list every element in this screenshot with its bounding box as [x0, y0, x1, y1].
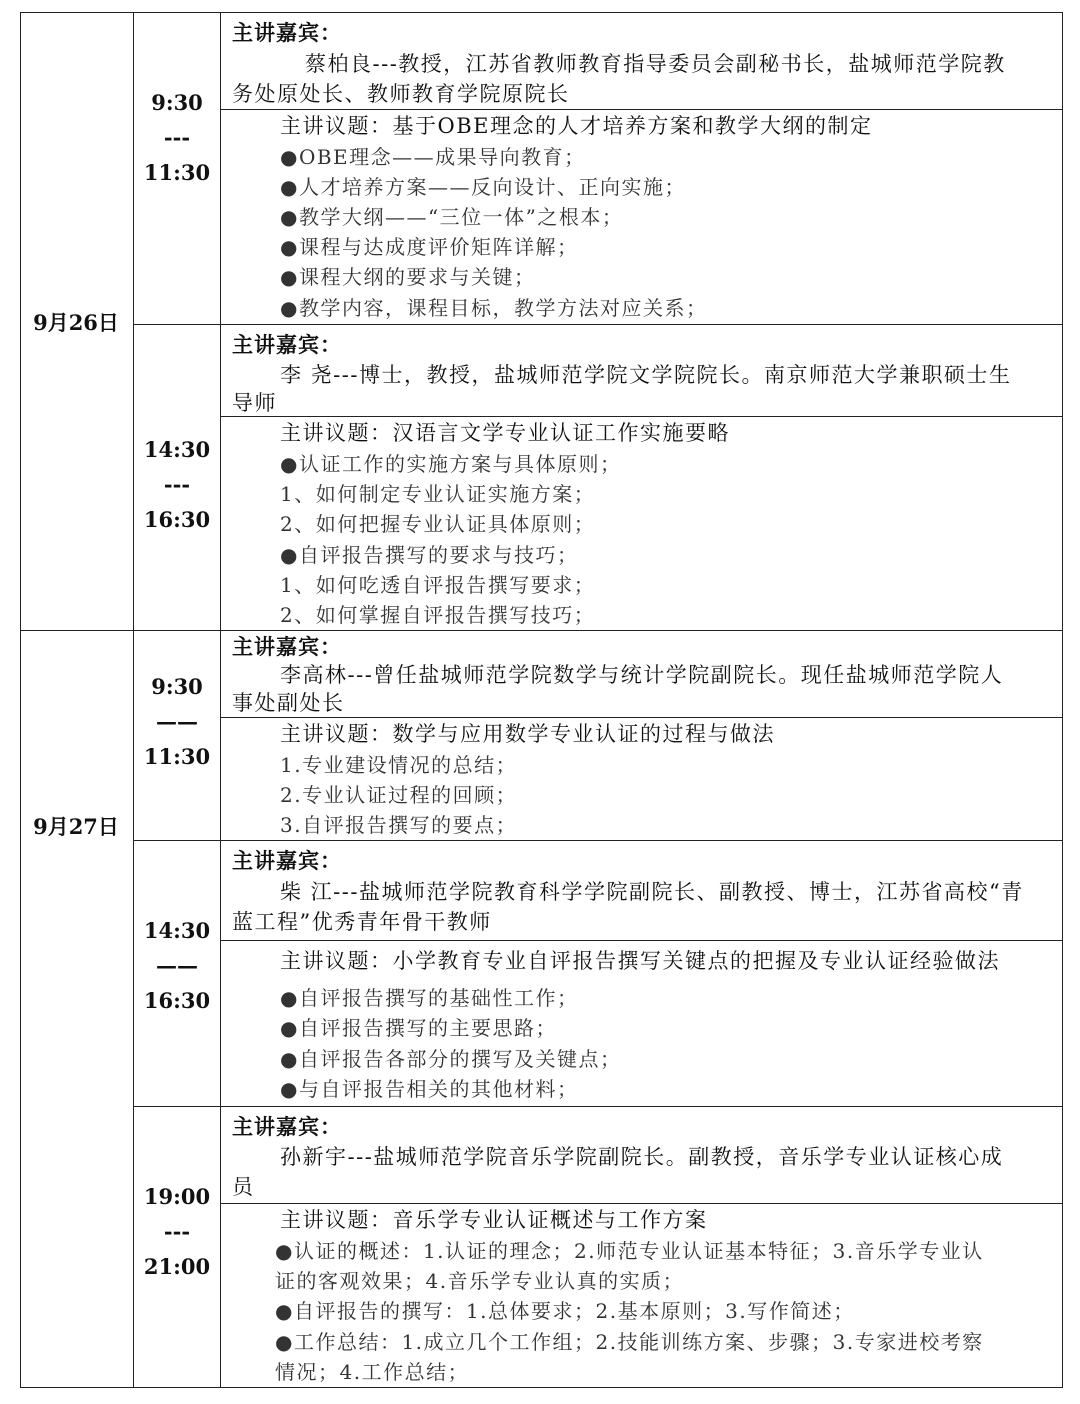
time-separator: ---	[163, 472, 191, 497]
row-divider	[134, 840, 1063, 841]
guest-label: 主讲嘉宾：	[232, 332, 342, 357]
agenda-item: ●自评报告撰写的主要思路；	[280, 1016, 557, 1040]
time-end: 11:30	[143, 160, 211, 185]
row-divider	[221, 940, 1063, 941]
time-end: 16:30	[143, 507, 211, 532]
guest-label: 主讲嘉宾：	[232, 848, 342, 873]
guest-label: 主讲嘉宾：	[232, 20, 342, 45]
agenda-item: 2.专业认证过程的回顾；	[280, 783, 518, 807]
time-separator: ---	[163, 1219, 191, 1244]
agenda-item: ●教学内容，课程目标，教学方法对应关系；	[280, 296, 708, 320]
time-end: 21:00	[143, 1254, 211, 1279]
table-border-right	[1062, 12, 1063, 1388]
agenda-item: ●认证的概述：1.认证的理念；2.师范专业认证基本特征；3.音乐学专业认	[275, 1239, 984, 1263]
column-divider-time	[220, 12, 221, 1388]
session-topic: 主讲议题：小学教育专业自评报告撰写关键点的把握及专业认证经验做法	[280, 949, 1000, 973]
time-start: 14:30	[143, 918, 211, 943]
agenda-item: ●人才培养方案——反向设计、正向实施；	[280, 175, 686, 199]
day-divider	[20, 630, 1063, 631]
agenda-item: 情况；4.工作总结；	[275, 1360, 470, 1384]
agenda-item: 证的客观效果；4.音乐学专业认真的实质；	[275, 1269, 685, 1293]
row-divider	[221, 717, 1063, 718]
agenda-item: ●课程大纲的要求与关键；	[280, 265, 536, 289]
session-topic: 主讲议题：数学与应用数学专业认证的过程与做法	[280, 722, 775, 746]
agenda-item: ●与自评报告相关的其他材料；	[280, 1077, 579, 1101]
guest-info-line: 导师	[232, 391, 277, 415]
session-topic: 主讲议题：音乐学专业认证概述与工作方案	[280, 1208, 708, 1232]
agenda-item: ●认证工作的实施方案与具体原则；	[280, 452, 622, 476]
agenda-item: ●OBE理念——成果导向教育；	[280, 145, 586, 169]
agenda-item: 3.自评报告撰写的要点；	[280, 813, 518, 837]
guest-info-line: 李 尧---博士，教授，盐城师范学院文学院院长。南京师范大学兼职硕士生	[280, 363, 1012, 387]
agenda-item: ●教学大纲——“三位一体”之根本；	[280, 205, 624, 229]
guest-info-line: 员	[232, 1175, 255, 1199]
agenda-item: 1.专业建设情况的总结；	[280, 753, 518, 777]
time-separator: ——	[156, 953, 198, 978]
agenda-item: 1、如何吃透自评报告撰写要求；	[280, 573, 596, 597]
guest-info-line: 事处副处长	[232, 691, 345, 715]
agenda-item: ●自评报告的撰写：1.总体要求；2.基本原则；3.写作简述；	[275, 1299, 855, 1323]
time-end: 11:30	[143, 744, 211, 769]
guest-info-line: 柴 江---盐城师范学院教育科学学院副院长、副教授、博士，江苏省高校“青	[280, 880, 1024, 904]
row-divider	[134, 324, 1063, 325]
guest-info-line: 蔡柏良---教授，江苏省教师教育指导委员会副秘书长，盐城师范学院教	[305, 52, 1006, 76]
agenda-item: 2、如何把握专业认证具体原则；	[280, 512, 596, 536]
time-start: 19:00	[143, 1184, 211, 1209]
row-divider	[134, 1106, 1063, 1107]
date-cell: 9月26日	[33, 310, 119, 335]
agenda-item: ●自评报告撰写的基础性工作；	[280, 986, 579, 1010]
guest-info-line: 务处原处长、教师教育学院原院长	[232, 82, 570, 106]
agenda-item: 1、如何制定专业认证实施方案；	[280, 482, 596, 506]
time-separator: ——	[156, 709, 198, 734]
agenda-item: 2、如何掌握自评报告撰写技巧；	[280, 603, 596, 627]
time-start: 14:30	[143, 437, 211, 462]
table-border-bottom	[20, 1387, 1063, 1388]
time-separator: ---	[163, 125, 191, 150]
table-border-top	[20, 12, 1063, 13]
time-start: 9:30	[151, 674, 203, 699]
date-cell: 9月27日	[33, 814, 119, 839]
time-end: 16:30	[143, 988, 211, 1013]
table-border-left	[20, 12, 21, 1388]
agenda-item: ●自评报告撰写的要求与技巧；	[280, 543, 579, 567]
guest-info-line: 李高林---曾任盐城师范学院数学与统计学院副院长。现任盐城师范学院人	[280, 663, 1004, 687]
row-divider	[221, 416, 1063, 417]
agenda-item: ●工作总结：1.成立几个工作组；2.技能训练方案、步骤；3.专家进校考察	[275, 1330, 984, 1354]
guest-info-line: 蓝工程”优秀青年骨干教师	[232, 910, 492, 934]
time-start: 9:30	[151, 90, 203, 115]
agenda-item: ●自评报告各部分的撰写及关键点；	[280, 1047, 622, 1071]
guest-info-line: 孙新宇---盐城师范学院音乐学院副院长。副教授，音乐学专业认证核心成	[280, 1145, 1004, 1169]
guest-label: 主讲嘉宾：	[232, 1114, 342, 1139]
row-divider	[221, 109, 1063, 110]
guest-label: 主讲嘉宾：	[232, 634, 342, 659]
agenda-item: ●课程与达成度评价矩阵详解；	[280, 235, 579, 259]
session-topic: 主讲议题：基于OBE理念的人才培养方案和教学大纲的制定	[280, 114, 873, 138]
row-divider	[221, 1203, 1063, 1204]
session-topic: 主讲议题：汉语言文学专业认证工作实施要略	[280, 421, 730, 445]
